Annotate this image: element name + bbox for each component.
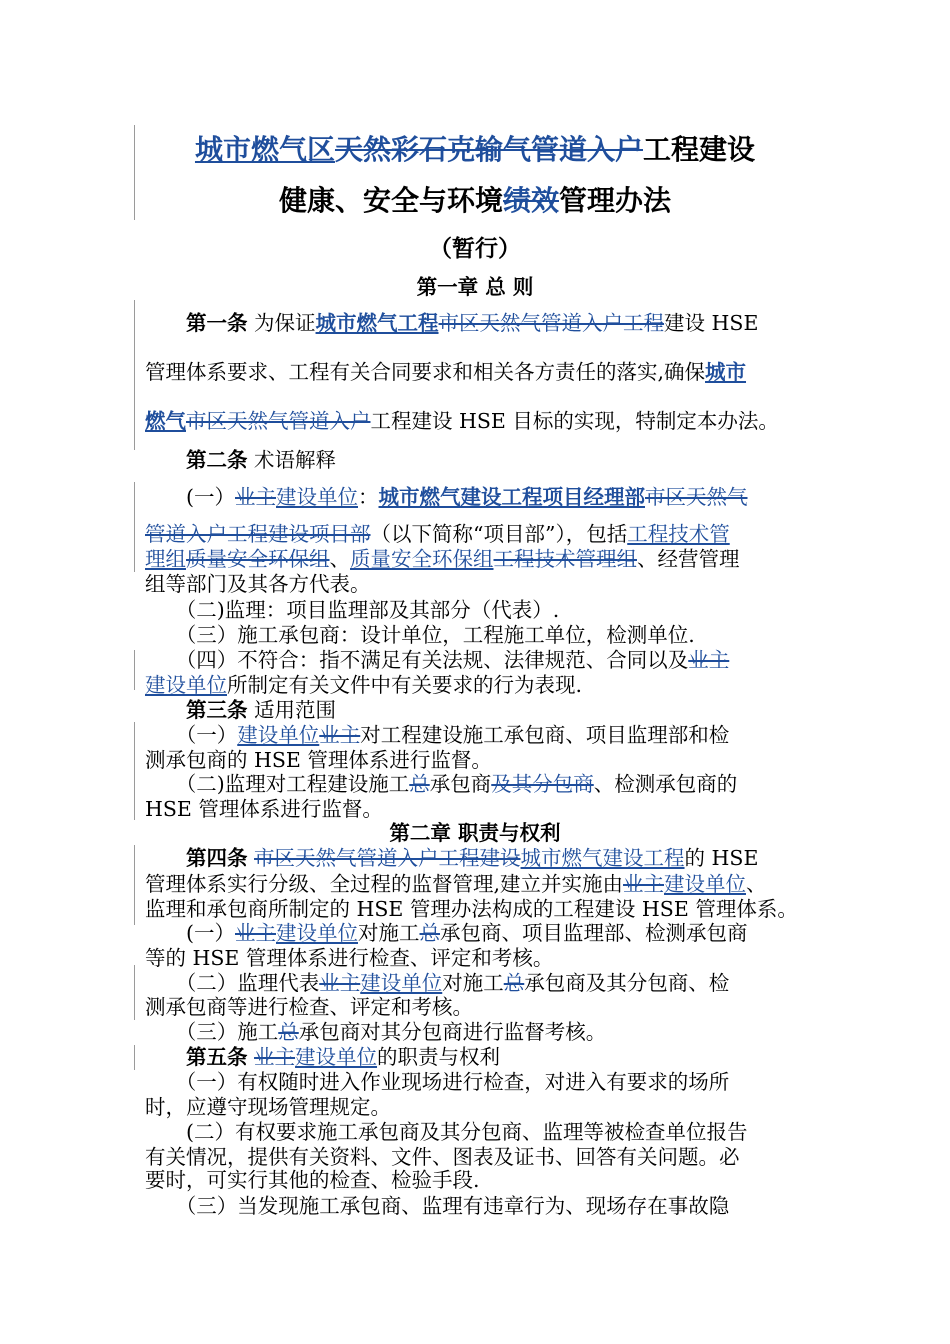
change-bar bbox=[134, 1045, 135, 1070]
deleted-text: 业主 bbox=[235, 921, 276, 945]
deleted-text: 质量安全环保组 bbox=[186, 547, 330, 571]
text-run bbox=[145, 311, 186, 335]
body-line bbox=[145, 572, 815, 596]
deleted-text: 业主 bbox=[319, 723, 361, 747]
body-line bbox=[145, 648, 815, 672]
inserted-text: 建设单位 bbox=[276, 485, 358, 509]
body-line bbox=[145, 872, 815, 896]
text-run: 对施工 bbox=[442, 971, 504, 995]
text-run: 工程建设 HSE 目标的实现，特制定本办法。 bbox=[370, 409, 779, 433]
text-run: （三）施工承包商：设计单位，工程施工单位，检测单位. bbox=[145, 623, 695, 647]
text-run: 术语解释 bbox=[247, 448, 337, 472]
deleted-text: 总 bbox=[419, 921, 440, 945]
text-run: 组等部门及其各方代表。 bbox=[145, 572, 371, 596]
text-run: （以下简称“项目部”），包括 bbox=[370, 522, 628, 546]
change-bar bbox=[134, 845, 135, 925]
deleted-text: 市区天然气 bbox=[645, 485, 748, 509]
inserted-text: 建设单位 bbox=[276, 921, 358, 945]
inserted-text: 城市燃气工程 bbox=[315, 311, 439, 335]
inserted-text: 城市 bbox=[705, 360, 747, 384]
body-line bbox=[145, 995, 815, 1019]
change-bar bbox=[134, 300, 135, 450]
inserted-text: 城市燃气建设工程 bbox=[520, 846, 685, 870]
text-run: 第二章 职责与权利 bbox=[389, 821, 561, 845]
text-run: (一） bbox=[145, 921, 235, 945]
inserted-text: 建设单位 bbox=[360, 971, 443, 995]
body-line bbox=[145, 311, 815, 335]
deleted-text: 总 bbox=[503, 971, 525, 995]
deleted-text: 业主 bbox=[319, 971, 361, 995]
body-line bbox=[145, 1095, 815, 1119]
text-run: HSE 管理体系进行监督。 bbox=[145, 797, 383, 821]
deleted-text: 及其分包商 bbox=[491, 772, 594, 796]
text-run: 承包商及其分包商、检 bbox=[524, 971, 730, 995]
deleted-text: 业主 bbox=[688, 648, 730, 672]
chapter-heading bbox=[120, 821, 830, 845]
body-line bbox=[145, 547, 815, 571]
body-line bbox=[145, 946, 815, 970]
text-run: 建设 HSE bbox=[664, 311, 759, 335]
body-line bbox=[145, 360, 815, 384]
deleted-text: 总 bbox=[278, 1020, 299, 1044]
deleted-text: 管道入户工程建设项目部 bbox=[145, 522, 371, 546]
text-run: 适用范围 bbox=[247, 698, 337, 722]
text-run: 管理办法 bbox=[559, 184, 672, 217]
deleted-text: 业主 bbox=[235, 485, 276, 509]
text-run: 等的 HSE 管理体系进行检查、评定和考核。 bbox=[145, 946, 554, 970]
text-run: 测承包商的 HSE 管理体系进行监督。 bbox=[145, 748, 492, 772]
body-line bbox=[145, 623, 815, 647]
text-run: 、 bbox=[746, 872, 767, 896]
body-line bbox=[145, 1120, 815, 1144]
deleted-text: 天然彩石克输气管道入户 bbox=[334, 133, 643, 166]
text-run: 第一章 总 则 bbox=[416, 275, 534, 299]
inserted-text: 燃气 bbox=[145, 409, 186, 433]
text-run: 监理和承包商所制定的 HSE 管理办法构成的工程建设 HSE 管理体系。 bbox=[145, 897, 798, 921]
text-run: 的 HSE bbox=[684, 846, 759, 870]
body-line bbox=[145, 921, 815, 945]
deleted-text: 绩效 bbox=[502, 184, 559, 217]
text-run: 承包商对其分包商进行监督考核。 bbox=[298, 1020, 607, 1044]
text-run: 第一条 bbox=[186, 311, 248, 335]
text-run: 承包商、项目监理部、检测承包商 bbox=[440, 921, 748, 945]
text-run: 第二条 bbox=[186, 448, 248, 472]
text-run: 有关情况，提供有关资料、文件、图表及证书、回答有关问题。必 bbox=[145, 1145, 740, 1169]
deleted-text: 市区天然气管道入户工程建设 bbox=[254, 846, 521, 870]
change-bar bbox=[134, 965, 135, 1020]
inserted-text: 工程技术管 bbox=[627, 522, 730, 546]
text-run: （三）当发现施工承包商、监理有违章行为、现场存在事故隐 bbox=[145, 1194, 730, 1218]
deleted-text: 工程技术管理组 bbox=[493, 547, 637, 571]
change-bar bbox=[134, 650, 135, 690]
text-run: （一） bbox=[145, 723, 238, 747]
body-line bbox=[145, 598, 815, 622]
body-line bbox=[145, 485, 815, 509]
text-run: 、检测承包商的 bbox=[593, 772, 738, 796]
inserted-text: 质量安全环保组 bbox=[350, 547, 494, 571]
text-run: 健康、安全与环境 bbox=[278, 184, 503, 217]
body-line bbox=[145, 448, 815, 472]
inserted-text: 建设单位 bbox=[295, 1045, 378, 1069]
text-run: 第四条 bbox=[186, 846, 248, 870]
text-run: (二）有权要求施工承包商及其分包商、监理等被检查单位报告 bbox=[145, 1120, 748, 1144]
body-line bbox=[145, 772, 815, 796]
text-run: （一）有权随时进入作业现场进行检查，对进入有要求的场所 bbox=[145, 1070, 730, 1094]
deleted-text: 市区天然气管道入户 bbox=[186, 409, 371, 433]
inserted-text: 建设单位 bbox=[237, 723, 320, 747]
body-line bbox=[145, 1168, 815, 1192]
document-title-line1 bbox=[120, 133, 830, 167]
text-run: 时，应遵守现场管理规定。 bbox=[145, 1095, 391, 1119]
body-line bbox=[145, 1070, 815, 1094]
text-run: 测承包商等进行检查、评定和考核。 bbox=[145, 995, 473, 1019]
text-run bbox=[145, 448, 186, 472]
body-line bbox=[145, 409, 815, 433]
inserted-text: 理组 bbox=[145, 547, 186, 571]
body-line bbox=[145, 846, 815, 870]
inserted-text: 建设单位 bbox=[664, 872, 747, 896]
change-bar bbox=[134, 482, 135, 572]
text-run bbox=[145, 698, 186, 722]
body-line bbox=[145, 522, 815, 546]
inserted-text: 城市燃气区 bbox=[194, 133, 335, 166]
text-run: ： bbox=[358, 485, 379, 509]
text-run: 管理体系要求、工程有关合同要求和相关各方责任的落实,确保 bbox=[145, 360, 706, 384]
text-run: 第五条 bbox=[186, 1045, 248, 1069]
text-run: 的职责与权利 bbox=[377, 1045, 501, 1069]
body-line bbox=[145, 1194, 815, 1218]
body-line bbox=[145, 1145, 815, 1169]
body-line bbox=[145, 1020, 815, 1044]
text-run: 工程建设 bbox=[643, 133, 756, 166]
text-run: 对施工 bbox=[358, 921, 420, 945]
text-run: 、经营管理 bbox=[637, 547, 740, 571]
inserted-text: 建设单位 bbox=[145, 673, 227, 697]
chapter-heading bbox=[120, 275, 830, 299]
body-line bbox=[145, 748, 815, 772]
text-run: （四）不符合：指不满足有关法规、法律规范、合同以及 bbox=[145, 648, 689, 672]
body-line bbox=[145, 723, 815, 747]
text-run: 要时，可实行其他的检查、检验手段. bbox=[145, 1168, 480, 1192]
body-line bbox=[145, 797, 815, 821]
text-run: 第三条 bbox=[186, 698, 248, 722]
body-line bbox=[145, 971, 815, 995]
text-run: 、 bbox=[329, 547, 350, 571]
text-run: 管理体系实行分级、全过程的监督管理,建立并实施由 bbox=[145, 872, 624, 896]
text-run bbox=[145, 846, 186, 870]
deleted-text: 市区天然气管道入户工程 bbox=[438, 311, 665, 335]
body-line bbox=[145, 897, 815, 921]
inserted-text: 城市燃气建设工程项目经理部 bbox=[378, 485, 645, 509]
text-run: (一） bbox=[145, 485, 235, 509]
text-run: 为保证 bbox=[247, 311, 316, 335]
text-run: （二)监理：项目监理部及其部分（代表）. bbox=[145, 598, 560, 622]
body-line bbox=[145, 673, 815, 697]
deleted-text: 业主 bbox=[254, 1045, 296, 1069]
text-run bbox=[145, 1045, 186, 1069]
text-run: 对工程建设施工承包商、项目监理部和检 bbox=[360, 723, 730, 747]
text-run: （二)监理对工程建设施工 bbox=[145, 772, 410, 796]
text-run: 所制定有关文件中有关要求的行为表现. bbox=[227, 673, 583, 697]
deleted-text: 业主 bbox=[623, 872, 665, 896]
document-title-line2 bbox=[120, 184, 830, 218]
text-run: （三）施工 bbox=[145, 1020, 279, 1044]
change-bar bbox=[134, 722, 135, 820]
deleted-text: 总 bbox=[409, 772, 430, 796]
body-line bbox=[145, 1045, 815, 1069]
text-run: （二）监理代表 bbox=[145, 971, 320, 995]
text-run: 承包商 bbox=[429, 772, 492, 796]
document-subtitle: （暂行） bbox=[429, 235, 521, 262]
body-line bbox=[145, 698, 815, 722]
